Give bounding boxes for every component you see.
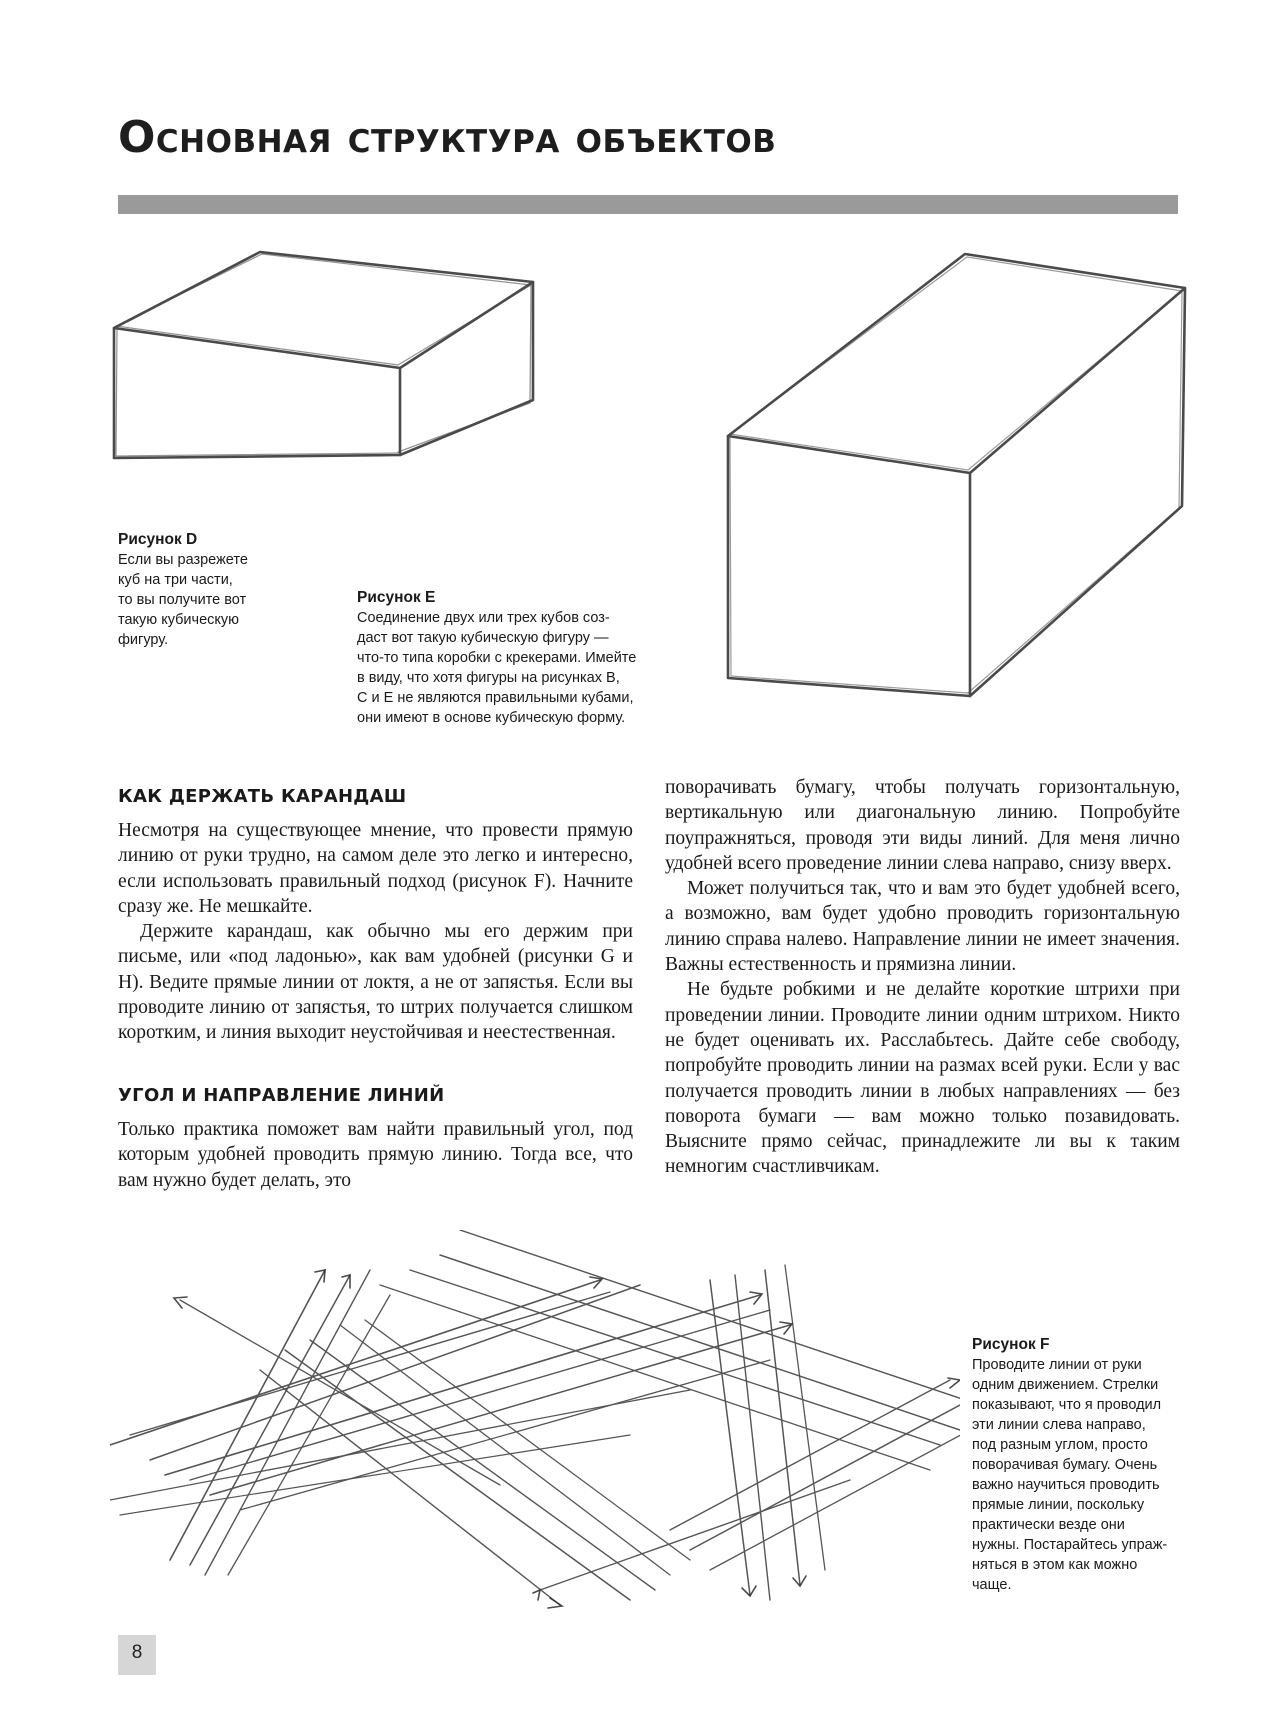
- paragraph: Может получиться так, что и вам это будет удобней всего, а возможно, вам будет удобно проводить горизонтальную линию справа налево. Направление линии не имеет значения. Важны естественность и прямизна линии.: [665, 878, 1180, 976]
- figure-f-body: Проводите линии от руки одним движением. Стрелки показывают, что я проводил эти линии слева направо, под разным углом, просто поворачивая бумагу. Очень важно научиться проводить прямые линии, поскольку практически везде они нужны. Постарайтесь упраж- няться в этом как можно чаще.: [972, 1357, 1168, 1593]
- figure-e-title: Рисунок E: [357, 589, 436, 606]
- figure-e-long-box-sketch: [720, 238, 1200, 718]
- paragraph: Несмотря на существующее мнение, что провести прямую линию от руки трудно, на самом деле это легко и интересно, если использовать правильный подход (рисунок F). Начните сразу же. Не мешкайте.: [118, 820, 633, 917]
- figure-d-body: Если вы разрежете куб на три части, то вы получите вот такую кубическую фигуру.: [118, 552, 248, 648]
- page-number: 8: [131, 1642, 143, 1663]
- paragraph: Держите карандаш, как обычно мы его держим при письме, или «под ладонью», как вам удобней (рисунки G и H). Ведите прямые линии от локтя, а не от запястья. Если вы проводите линию от запястья, то штрих получается слишком коротким, и линия выходит неустойчивая и неестественная.: [118, 921, 633, 1044]
- figure-d-title: Рисунок D: [118, 531, 198, 548]
- paragraph: Не будьте робкими и не делайте короткие штрихи при проведении линии. Проводите линии одним штрихом. Никто не будет оценивать их. Расслабьтесь. Дайте себе свободу, попробуйте проводить линии на размах всей руки. Если у вас получается проводить линии в любых направлениях — без поворота бумаги — вам можно только позавидовать. Выясните прямо сейчас, принадлежите ли вы к таким немногим счастливчикам.: [665, 979, 1180, 1178]
- figure-f-title: Рисунок F: [972, 1336, 1050, 1353]
- figure-e-body: Соединение двух или трех кубов соз- даст вот такую кубическую фигуру — что-то типа коробки с крекерами. Имейте в виду, что хотя фигуры на рисунках B, C и E не являются правильными кубами, они имеют в основе кубическую форму.: [357, 610, 637, 726]
- figure-f-caption: [972, 1335, 1182, 1595]
- left-column-angle: [118, 1117, 633, 1193]
- title-rule: [118, 195, 1178, 214]
- page-title: Основная структура объектов: [118, 112, 777, 163]
- paragraph: поворачивать бумагу, чтобы получать горизонтальную, вертикальную или диагональную линию. Попробуйте поупражняться, проводя эти виды линий. Для меня лично удобней всего проведение линии слева направо, снизу вверх.: [665, 777, 1180, 874]
- figure-f-lines-sketch: [110, 1230, 960, 1620]
- paragraph: Только практика поможет вам найти правильный угол, под которым удобней проводить прямую линию. Тогда все, что вам нужно будет делать, это: [118, 1119, 633, 1191]
- section-heading-angle: УГОЛ И НАПРАВЛЕНИЕ ЛИНИЙ: [118, 1085, 445, 1106]
- left-column-pencil: [118, 818, 633, 1046]
- figure-d-caption: [118, 530, 278, 650]
- right-column: [665, 775, 1180, 1180]
- figure-e-caption: [357, 588, 667, 728]
- figure-d-box-sketch: [110, 240, 580, 520]
- section-heading-pencil: КАК ДЕРЖАТЬ КАРАНДАШ: [118, 786, 407, 807]
